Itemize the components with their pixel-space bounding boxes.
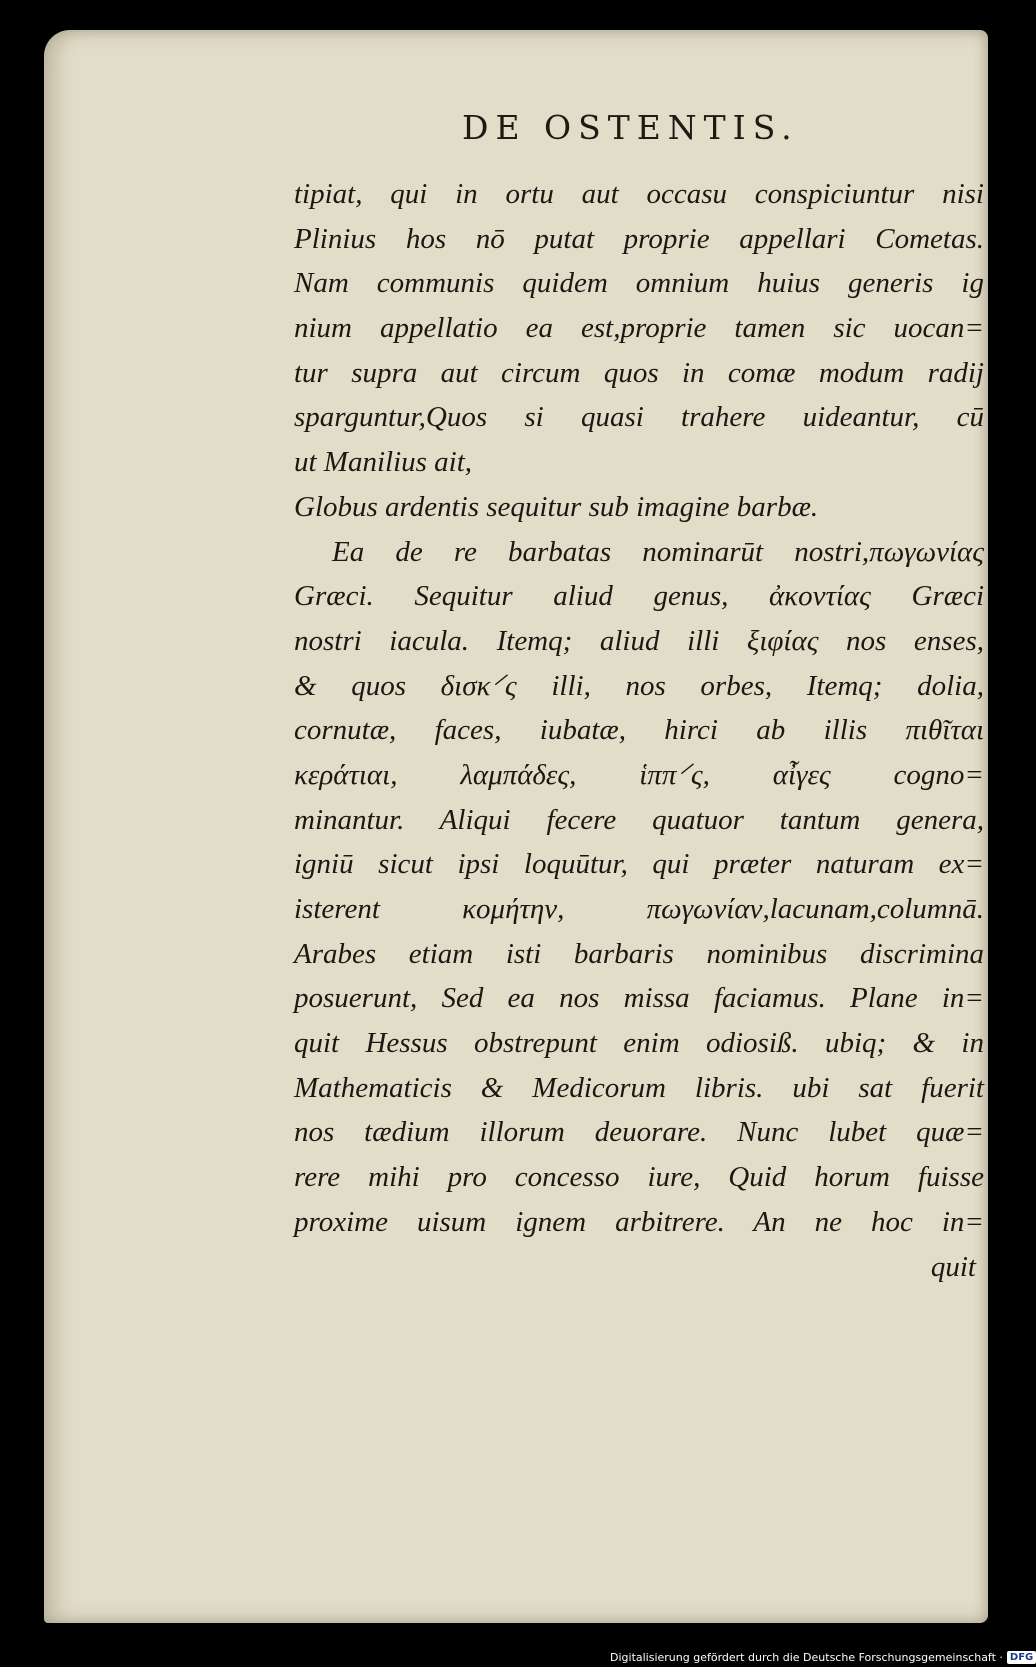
- digitization-credit: [610, 1648, 1036, 1667]
- text-line: nostri iacula. Itemq; aliud illi ξιφίας nos enses,: [294, 624, 984, 657]
- verse-line: Globus ardentis sequitur sub imagine barbæ.: [294, 490, 819, 523]
- catchword: quit: [930, 1250, 976, 1283]
- text-line: ut Manilius ait,: [294, 446, 473, 479]
- text-line: cornutæ, faces, iubatæ, hirci ab illis πιθῖται: [294, 714, 984, 747]
- text-line: posuerunt, Sed ea nos missa faciamus. Plane in=: [294, 982, 984, 1015]
- text-line: Nam communis quidem omnium huius generis ig: [294, 267, 984, 300]
- text-line: rere mihi pro concesso iure, Quid horum fuisse: [294, 1161, 984, 1194]
- text-line: nium appellatio ea est,proprie tamen sic uocan=: [294, 312, 984, 345]
- text-line: nos tædium illorum deuorare. Nunc lubet quæ=: [294, 1116, 984, 1149]
- text-line: Ea de re barbatas nominarūt nostri,πωγωνίας: [332, 535, 984, 568]
- text-line: isterent κομήτην, πωγωνίαν,lacunam,columnā.: [294, 893, 984, 925]
- text-line: tipiat, qui in ortu aut occasu conspiciuntur nisi: [294, 178, 984, 210]
- text-line: tur supra aut circum quos in comæ modum radij: [294, 356, 984, 389]
- text-line: quit Hessus obstrepunt enim odiosiß. ubiq; & in: [294, 1027, 984, 1060]
- text-line: proxime uisum ignem arbitrere. An ne hoc in=: [294, 1205, 984, 1238]
- dfg-logo: DFG: [1007, 1651, 1036, 1664]
- text-line: κεράτιαι, λαμπάδες, ἱππ⸍ς, αἶγες cogno=: [294, 758, 984, 791]
- text-line: igniū sicut ipsi loquūtur, qui præter naturam ex=: [294, 848, 984, 881]
- text-line: Mathematicis & Medicorum libris. ubi sat fuerit: [294, 1071, 984, 1104]
- text-line: Plinius hos nō putat proprie appellari Cometas.: [294, 222, 984, 255]
- body-text: [294, 172, 984, 1289]
- text-line: minantur. Aliqui fecere quatuor tantum genera,: [294, 803, 984, 836]
- text-line: & quos δισκ⸍ς illi, nos orbes, Itemq; dolia,: [294, 669, 984, 702]
- credit-text: Digitalisierung gefördert durch die Deutsche Forschungsgemeinschaft ·: [610, 1651, 1003, 1664]
- text-line: Græci. Sequitur aliud genus, ἀκοντίας Græci: [294, 580, 984, 613]
- text-line: sparguntur,Quos si quasi trahere uideantur, cū: [294, 401, 984, 434]
- text-line: Arabes etiam isti barbaris nominibus discrimina: [294, 937, 984, 970]
- running-head: DE OSTENTIS.: [462, 108, 799, 147]
